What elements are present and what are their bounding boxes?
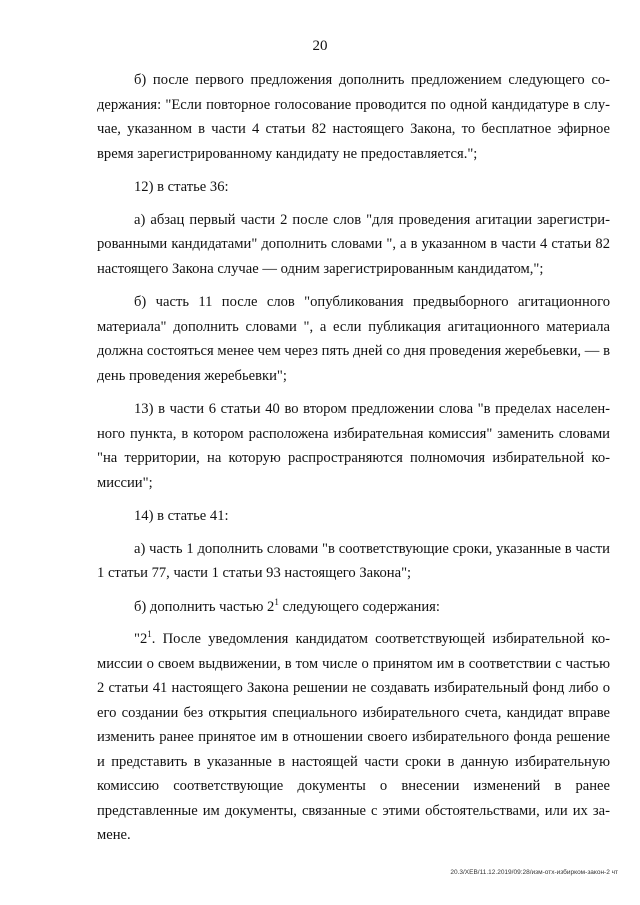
paragraph-12-a: а) абзац первый части 2 после слов "для проведения агитации зарегистрированными кандидатами" дополнить словами ", а в указанном в части 4 статьи 82 настоящего Закона случае — одним зарегистрированным кандидатом,"; [97,211,610,277]
quote-superscript: 1 [147,629,152,640]
quote-prefix: "2 [134,631,148,647]
document-body [97,68,610,857]
paragraph-14-a: а) часть 1 дополнить словами "в соответствующие сроки, указанные в части 1 статьи 77, части 1 статьи 93 настоящего Закона"; [97,540,610,581]
paragraph-item-12: 12) в статье 36: [134,179,229,195]
document-footer-code: 20.3/XEB/11.12.2019/09:28/изм-отх-избирком-закон-2 чт [450,869,618,876]
paragraph-14-b-prefix: б) дополнить частью 2 [134,598,275,615]
superscript-marker: 1 [274,596,279,607]
quote-text: . После уведомления кандидатом соответствующей избирательной комиссии о своем выдвижении, в том числе о принятом им в соответствии с частью 2 статьи 41 настоящего Закона решении не создавать избирательный фонд либо о его создании без открытия специального избирательного счета, кандидат вправе изменить ранее принятое им в отношении своего избирательного фонда решение и представить в указанные в настоящей части сроки в данную избирательную комиссию соответствующие документы о внесении изменений в ранее представленные им документы, связанные с этими обстоятельствами, или их замене. [97,631,610,843]
paragraph-b-first-sentence: б) после первого предложения дополнить предложением следующего содержания: "Если повторное голосование проводится по одной кандидатуре в случае, указанном в части 4 статьи 82 настоящего Закона, то бесплатное эфирное время зарегистрированному кандидату не предоставляется."; [97,72,610,162]
paragraph-item-13: 13) в части 6 статьи 40 во втором предложении слова "в пределах населенного пункта, в котором расположена избирательная комиссия" заменить словами "на территории, на которую распространяются полномочия избирательной комиссии"; [97,401,610,491]
page-number: 20 [312,38,328,54]
paragraph-item-14: 14) в статье 41: [134,508,229,524]
paragraph-14-b-suffix: следующего содержания: [278,598,440,615]
quoted-part-2-1 [97,627,610,848]
paragraph-14-b [97,595,610,620]
paragraph-12-b: б) часть 11 после слов "опубликования предвыборного агитационного материала" дополнить словами ", а если публикация агитационного материала должна состояться менее чем через пять дней со дня проведения жеребьевки, — в день проведения жеребьевки"; [97,294,610,384]
